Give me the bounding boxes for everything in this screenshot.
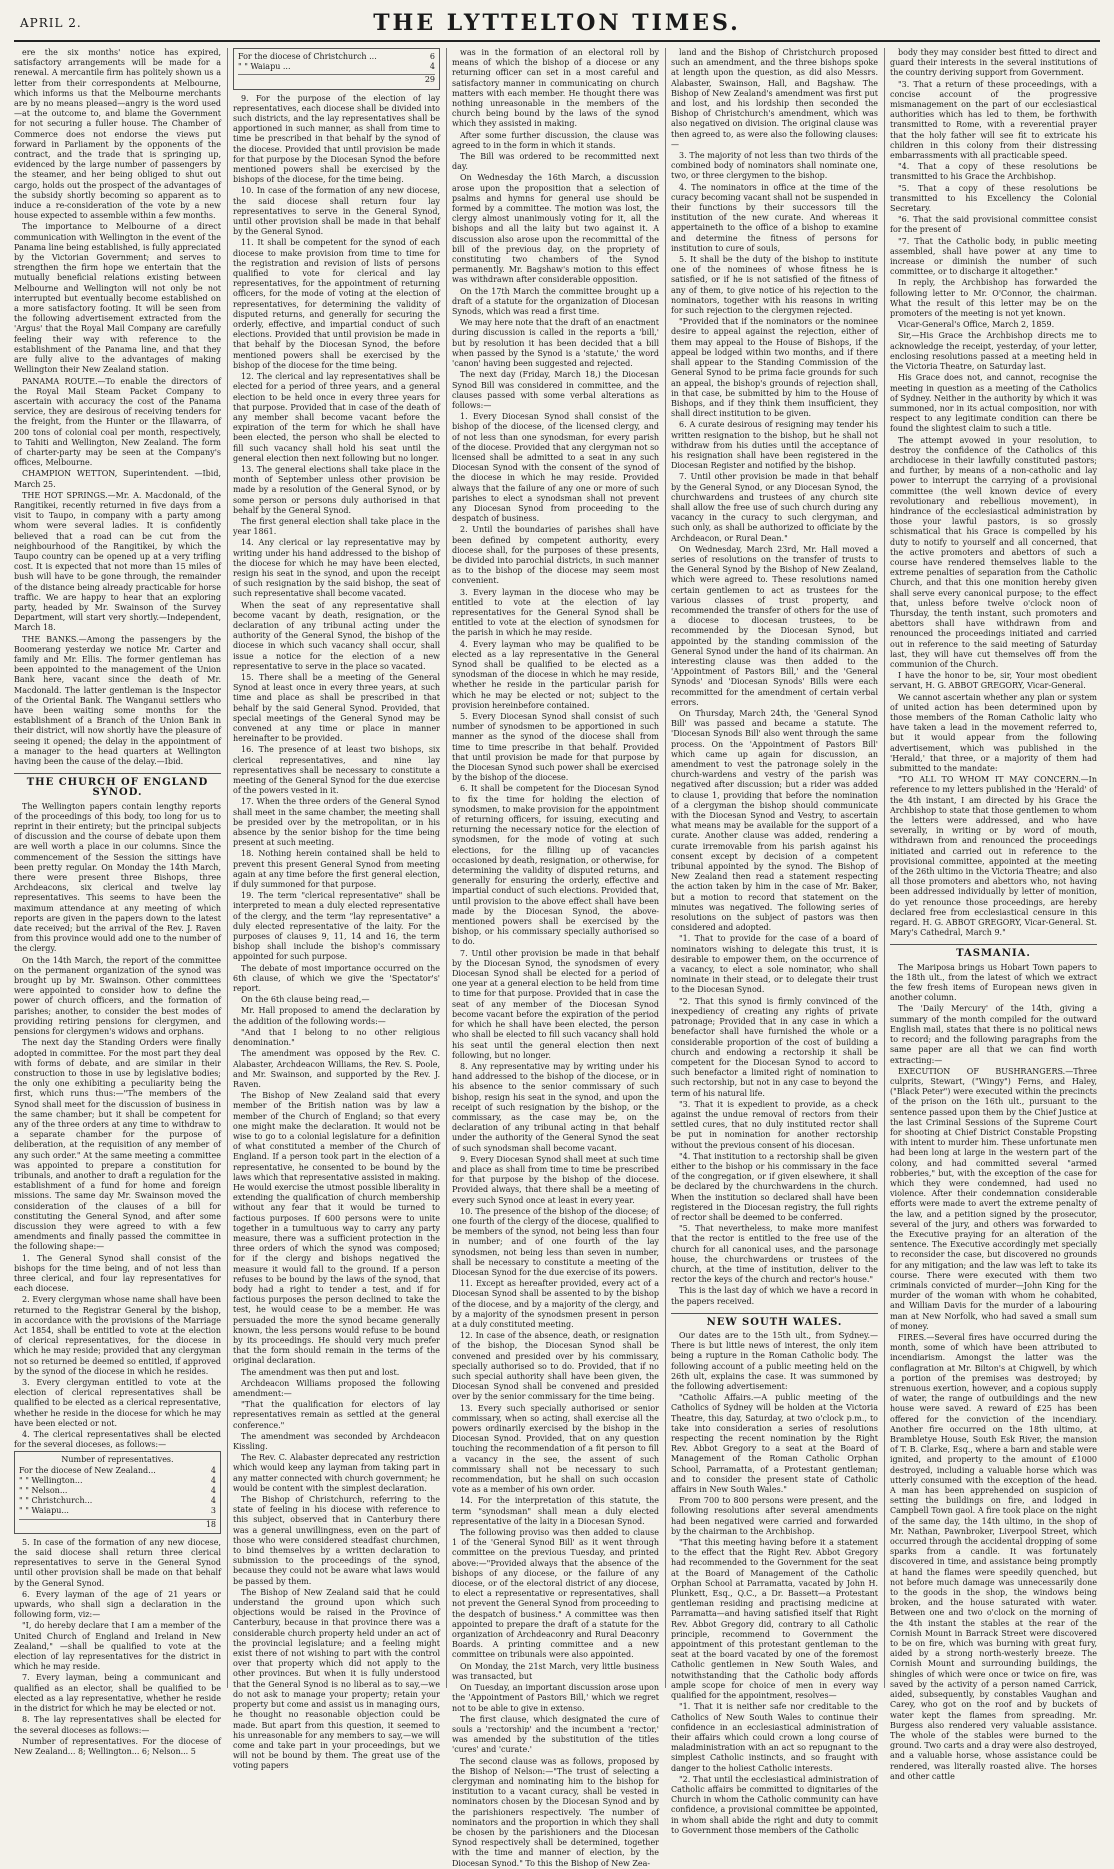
column-rule [665,48,666,1688]
article-paragraph: "That this meeting having before it a statement to the effect that the Right Rev. Abbot Gregory had recommended to the Government for the seat at the Board of Management of the Catholic Orphan School at Parramatta, vacated by John H. Plunkett, Esq., Q.C., a Dr. Bassett—a Protestant gentleman residing and practising medicine at Parramatta—and having satisfied itself that Right Rev. Abbot Gregory did, contrary to all Catholic principle, recommend to Government the appointment of this protestant gentleman to the seat at the board vacated by one of the foremost Catholic gentlemen in New South Wales, and notwithstanding that the Catholic body affords ample scope for choice of men in every way qualified for the appointment, resolves— [671,1538,878,1701]
article-paragraph: "Provided that if the nominators or the nominee desire to appeal against the rejection, either of them may appeal to the House of Bishops, if the appeal be lodged within two months, and if there shall appear to the Standing Commission of the General Synod to be prima facie grounds for such an appeal, the bishop's grounds of rejection shall, in that case, be submitted by him to the House of Bishops, and if they think them insufficient, they shall direct institution to be given. [671,317,878,419]
article-paragraph: 8. The lay representatives shall be elected for the several dioceses as follows:— [14,1715,221,1735]
article-paragraph: 5. It shall be the duty of the bishop to institute one of the nominees of whose fitness he is satisfied, or if he is not satisfied of the fitness of any of them, to give notice of his rejection to the nominators, together with his reasons in writing for such rejection to the clergymen rejected. [671,255,878,316]
diocese-name: " " Waiapu ... [238,62,291,72]
column-rule [884,48,885,1688]
article-paragraph: The Bill was ordered to be recommitted next day. [452,152,659,172]
article-paragraph: 14. For the interpretation of this statute, the term "synodsman" shall mean a duly elected representative of the laity in a Diocesan Synod. [452,1496,659,1526]
article-paragraph: "7. That the Catholic body, in public meeting assembled, shall have power at any time to increase or diminish the number of such committee, or to discharge it altogether." [890,236,1097,277]
article-paragraph: We may here note that the draft of an enactment during discussion is called in the reports a 'bill,' but by resolution it has been decided that a bill when passed by the Synod is a 'statute,' the word 'canon' having been suggested and rejected. [452,318,659,369]
article-paragraph: On the 6th clause being read,— [241,995,370,1005]
article-paragraph: 1. Every Diocesan Synod shall consist of the bishop of the diocese, of the licensed clergy, and of not less than one synodsman, for every parish of the diocese. Provided that any clergyman not so licensed shall be admitted to a seat in any such Diocesan Synod with the consent of the synod of the diocese in which he may reside. Provided always that the failure of any one or more of such parishes to elect a synodsman shall not prevent any Diocesan Synod from proceeding to the despatch of business. [452,412,659,524]
table-total: 18 [19,1519,216,1530]
table-caption: Number of representatives. [61,1455,174,1465]
column-1 [14,48,222,1756]
article-paragraph: The debate of most importance occurred on the 6th clause, of which we give the 'Spectator's' report. [233,963,440,994]
article-paragraph: "1. That it is neither safe nor creditable to the Catholics of New South Wales to continue their confidence in an ecclesiastical administration of their affairs which could crown a long course of maladministration with an act so repugnant to the simplest Catholic instincts, and so fraught with danger to the holiest Catholic interests. [671,1702,878,1773]
article-paragraph: Mr. Hall proposed to amend the declaration by the addition of the following words:— [233,1006,440,1026]
article-paragraph: On Monday, the 21st March, very little business was transacted, but [452,1661,659,1681]
article-paragraph: 13. The general elections shall take place in the month of September unless other provision be made by a resolution of the General Synod, or by some person or persons duly authorised in that behalf by the General Synod. [233,464,440,515]
article-paragraph: body they may consider best fitted to direct and guard their interests in the several institutions of the country deriving support from Government. [890,48,1097,78]
representative-count: 4 [210,1465,216,1475]
article-paragraph: On Wednesday the 16th March, a discussion arose upon the proposition that a selection of psalms and hymns for general use should be formed by a committee. The motion was lost, the clergy almost unanimously voting for it, all the bishops and all the laity but two against it. A discussion also arose upon the recommittal of the bill of the previous day, on the propriety of constituting two chambers of the Synod permanently. Mr. Bagshaw's motion to this effect was withdrawn after considerable opposition. [452,173,659,285]
article-paragraph: 15. There shall be a meeting of the General Synod at least once in every three years, at such time and place as shall be prescribed in that behalf by the said General Synod. Provided, that special meetings of the General Synod may be convened at any time or place in manner hereinafter to be provided. [233,672,440,744]
table-row [238,52,435,62]
article-paragraph: ere the six months' notice has expired, satisfactory arrangements will be made for a renewal. A mercantile firm has politely shown us a letter from their correspondents at Melbourne, which informs us that the Melbourne merchants are by no means pleased—angry is the word used—at the outcome to, and blame the Government for not securing a fuller house. The Chamber of Commerce does not endorse the views put forward in Parliament by the opponents of the contract, and the trade that is springing up, evidenced by the large number of passengers by the steamer, and her being obliged to shut out cargo, holds out the prospect of the advantages of the subsidy shortly becoming so apparent as to induce a re-consideration of the vote by a new house expected to assemble within a few months. [14,48,221,221]
column-5 [890,48,1097,1781]
article-paragraph: "Catholic Affairs.—A public meeting of the Catholics of Sydney will be holden at the Victoria Theatre, this day, Saturday, at two o'clock p.m., to take into consideration a series of resolutions respecting the recent nomination by the Right Rev. Abbot Gregory to a seat at the Board of Management of the Roman Catholic Orphan School, Parramatta, of a Protestant gentleman; and to consider the present state of Catholic affairs in New South Wales." [671,1393,878,1495]
article-paragraph: 8. Any representative may by writing under his hand addressed to the bishop of the diocese, or in his absence to the senior commissary of such bishop, resign his seat in the synod, and upon the receipt of such resignation by the bishop, or the commissary, as the case may be, on the declaration of any tribunal acting in that behalf under the authority of the General Synod the seat of such synodsman shall become vacant. [452,1061,659,1153]
article-paragraph: 5. In case of the formation of any new diocese, the said diocese shall return three clerical representatives to serve in the General Synod until other provision shall be made on that behalf by the General Synod. [14,1537,221,1588]
article-paragraph: The amendment was opposed by the Rev. C. Alabaster, Archdeacon Williams, the Rev. S. Poole, and Mr. Swainson, and supported by the Rev. J. Raven. [233,1049,440,1089]
article-paragraph: We cannot ascertain whether any plan or system of united action has been determined upon by those members of the Roman Catholic laity who have taken a lead in the movement referred to, but it would appear from the following advertisement, which was published in the 'Herald,' that three, or a majority of them had submitted to the mandate: [890,692,1097,774]
article-paragraph: 3. Every layman in the diocese who may be entitled to vote at the election of lay representatives for the General Synod shall be entitled to vote at the election of synodsmen for the parish in which he may reside. [452,587,659,638]
article-paragraph: "2. That this synod is firmly convinced of the inexpediency of creating any rights of private patronage; Provided that in any case in which a benefactor shall have furnished the whole or a considerable proportion of the cost of building a church and endowing a rectorship it shall be competent for the Diocesan Synod to accord to such benefactor a limited right of nomination to such rectorship, but not in any case to beyond the term of his natural life. [671,996,878,1098]
article-paragraph: 7. Until other provision be made in that behalf by the General Synod, or any Diocesan Synod, the churchwardens and trustees of any church site shall allow the free use of such church during any vacancy in the curacy to such clergyman, and such only, as shall be authorized to officiate by the Archdeacon, or Rural Dean." [671,472,878,543]
article-paragraph: On Tuesday, an important discussion arose upon the 'Appointment of Pastors Bill,' which we regret not to be able to give in extenso. [452,1683,659,1713]
article-paragraph: This is the last day of which we have a record in the papers received. [671,1286,878,1306]
article-paragraph: 6. A curate desirous of resigning may tender his written resignation to the bishop, but he shall not withdraw from his duties until the acceptance of his resignation shall have been registered in the Diocesan Register and notified by the bishop. [671,420,878,471]
article-paragraph: 11. Except as hereafter provided, every act of a Diocesan Synod shall be assented to by the bishop of the diocese, and by a majority of the clergy, and by a majority of the synodsmen present in person at a duly constituted meeting. [452,1279,659,1329]
article-paragraph: PANAMA ROUTE.—To enable the directors of the Royal Mail Steam Packet Company to ascertain with accuracy the cost of the Panama service, they are desirous of receiving tenders for the freight, from the Hunter or the Illawarra, of 200 tons of colonial coal per month, respectively, to Tahiti and Wellington, New Zealand. The form of charter-party may be seen at the Company's offices, Melbourne. [14,376,221,468]
article-paragraph: The Rev. C. Alabaster deprecated any restriction which would keep any layman from taking part in any matter connected with church government; he would be content with the simplest declaration. [233,1453,440,1493]
article-paragraph: 4. The clerical representatives shall be elected for the several dioceses, as follows:— [14,1430,221,1450]
article-paragraph: The following proviso was then added to clause 1 of the 'General Synod Bill' as it went through committee on the previous Tuesday, and printed above:—"Provided always that the absence of the bishops of any diocese, or the failure of any diocese, or of the electoral district of any diocese, to elect a representative or representatives, shall not prevent the General Synod from proceeding to the despatch of business." A committee was then appointed to prepare the draft of a statute for the organization of Archdeaconry and Rural Deaconry Boards. A printing committee and a new committee on tribunals were also appointed. [452,1528,659,1660]
article-paragraph: EXECUTION OF BUSHRANGERS.—Three culprits, Stewart, ("Wingy") Ferns, and Haley, ("Black Peter") were executed within the precincts of the prison on the 16th ult., pursuant to the sentence passed upon them by the Chief Justice at the last Criminal Sessions of the Supreme Court for shooting at Chief District Constable Propsting with intent to murder him. These unfortunate men had been long at large in the western part of the colony, and had committed several "armed robberies," but, with the exception of the case for which they were condemned, had used no violence. After their condemnation considerable efforts were made to avert the extreme penalty of the law, and a petition signed by the prosecutor, several of the jury, and others was forwarded to the Executive praying for an alteration of the sentence. The Executive accordingly met specially to reconsider the case, but discovered no grounds for any mitigation; and the law was left to take its course. There were executed with them two criminals convicted of murder—John King for the murder of the woman with whom he cohabited, and William Davis for the murder of a labouring man at New Norfolk, who had saved a small sum of money. [890,1066,1097,1331]
column-2 [233,48,440,1771]
representative-count: 4 [210,1496,216,1506]
article-paragraph: "5. That a copy of these resolutions be transmitted to his Excellency the Colonial Secretary. [890,183,1097,214]
article-paragraph: The amendment was then put and lost. [241,1367,400,1377]
article-paragraph: "I, do hereby declare that I am a member of the United Church of England and Ireland in New Zealand," —shall be qualified to vote at the election of lay representatives for the district in which he may reside. [14,1621,221,1672]
article-paragraph: "4. That a copy of these resolutions be transmitted to his Grace the Archbishop. [890,162,1097,182]
article-paragraph: The Bishop of Christchurch, referring to the state of feeling in his diocese with reference to this subject, observed that in Canterbury there was a general unwillingness, even on the part of those who were considered steadfast churchmen, to bind themselves by a written declaration to submission to the proceedings of the synod, because they could not be aware what laws would be passed by them. [233,1495,440,1586]
article-paragraph: "1. That to provide for the case of a board of nominators wishing to delegate this trust, it is desirable to empower them, on the occurrence of a vacancy, to elect a sole nominator, who shall nominate in their stead, or to delegate their trust to the Diocesan Synod. [671,934,878,995]
article-paragraph: land and the Bishop of Christchurch proposed such an amendment, and the three bishops spoke at length upon the question, as did also Messrs. Alabaster, Swainson, Hall, and Bagshaw. The Bishop of New Zealand's amendment was first put and lost, and his lordship then seconded the Bishop of Christchurch's amendment, which was also negatived on division. The original clause was then agreed to, as were also the following clauses:— [671,48,878,149]
table-total: 29 [238,74,435,85]
article-paragraph: 9. Every Diocesan Synod shall meet at such time and place as shall from time to time be prescribed for that purpose by the bishop of the diocese. Provided always, that there shall be a meeting of every such Synod once at least in every year. [452,1154,659,1205]
article-paragraph: The second clause was as follows, proposed by the Bishop of Nelson:—"The trust of selecting a clergyman and nominating him to the bishop for institution to a vacant curacy, shall be vested in nominators chosen by the Diocesan Synod and by the parishioners respectively. The number of nominators and the proportion in which they shall be chosen by the parishioners and the Diocesan Synod respectively shall be determined, together with the time and manner of election, by the Diocesan Synod." To this the Bishop of New Zea- [452,1756,659,1868]
table-row [19,1496,216,1506]
article-paragraph: "And that I belong to no other religious denomination." [233,1027,440,1048]
article-paragraph: CHAMPION WETTON, Superintendent. —Ibid, March 25. [14,469,221,489]
article-paragraph: Archdeacon Williams proposed the following amendment:— [233,1378,440,1398]
article-paragraph: The Mariposa brings us Hobart Town papers to the 18th ult., from the latest of which we extract the few fresh items of European news given in another column. [890,962,1097,1003]
table-row [19,1506,216,1516]
article-paragraph: The next day the Standing Orders were finally adopted in committee. For the most part they deal with forms of debate, and are similar in their construction to those in use by legislative bodies; the only one exhibiting a peculiarity being the first, which runs thus:—"The members of the Synod shall meet for the discussion of business in the same chamber; but it shall be competent for any of the three orders at any time to withdraw to a separate chamber for the purpose of deliberation, at the requisition of any member of any such order." At the same meeting a committee was appointed to prepare a constitution for tribunals, and another to draft a regulation for the establishment of a fund for home and foreign missions. The same day Mr. Swainson moved the consideration of the clauses of a bill for constituting the General Synod, and after some discussion they were agreed to with a few amendments and finally passed the committee in the following shape:— [14,1038,221,1252]
article-paragraph: 11. It shall be competent for the synod of each diocese to make provision from time to time for the registration and revision of lists of persons qualified to vote for clerical and lay representatives, for the appointment of returning officers, for the mode of voting at the election of representatives, for determining the validity of disputed returns, and generally for securing the orderly, effective, and impartial conduct of such elections. Provided that until provision be made in that behalf by the Diocesan Synod, the before mentioned powers shall be exercised by the bishop of the diocese for the time being. [233,238,440,370]
article-paragraph: 3. The majority of not less than two thirds of the combined body of nominators shall nominate one, two, or three clergymen to the bishop. [671,151,878,181]
article-paragraph: 4. The nominators in office at the time of the curacy becoming vacant shall not be suspended in their functions by their successors till the institution of the new curate. And whereas it appertaineth to the office of a bishop to examine and determine the fitness of persons for institution to cure of souls, [671,182,878,253]
article-paragraph: THE HOT SPRINGS.—Mr. A. Macdonald, of the Rangitikei, recently returned in five days from a visit to Taupo, in company with a party among whom were several ladies. It is confidently believed that a road can be cut from the neighbourhood of the Rangitikei, by which the Taupo country can be opened up at a very trifling cost. It is expected that not more than 15 miles of bush will have to be gone through, the remainder of the distance being already practicable for horse traffic. We are happy to hear that an exploring party, headed by Mr. Swainson of the Survey Department, will start very shortly.—Independent, March 18. [14,490,221,633]
article-paragraph: Sir,—His Grace the Archbishop directs me to acknowledge the receipt, yesterday, of your letter, enclosing resolutions passed at a meeting held in the Victoria Theatre, on Saturday last. [890,331,1097,372]
article-paragraph: On the 17th March the committee brought up a draft of a statute for the organization of Diocesan Synods, which was read a first time. [452,286,659,317]
section-heading: THE CHURCH OF ENGLAND SYNOD. [14,773,221,798]
diocese-name: " " Wellington... [19,1475,83,1485]
representative-count: 4 [210,1475,216,1485]
representatives-table [233,48,440,90]
diocese-name: For the diocese of Christchurch ... [238,52,377,61]
newspaper-title: THE LYTTELTON TIMES. [373,10,741,36]
article-paragraph: 19. The term "clerical representative" shall be interpreted to mean a duly elected representative of the clergy, and the term "lay representative" a duly elected representative of the laity. For the purposes of clauses 9, 11, 14 and 16, the term bishop shall include the bishop's commissary appointed for such purpose. [233,891,440,962]
article-paragraph: The Bishop of New Zealand said that he could understand the ground upon which such objections would be raised in the Province of Canterbury, because in that province there was a considerable church property held under an act of the provincial legislature; and a feeling might exist there of not wishing to part with the control over that property which did not apply to the other provinces. But when it is fully understood that the General Synod is no liberal as to say,—we do not ask to manage your property; retain your property but come and assist us in managing ours, he thought no reasonable objection could be made. But apart from this question, it seemed to his unreasonable for any members to say,—we will come and take part in your proceedings, but we will not be bound by them. The great use of the voting papers [233,1587,440,1771]
article-paragraph: 6. It shall be competent for the Diocesan Synod to fix the time for holding the election of synodsmen, to make provision for the appointment of returning officers, for issuing, executing and returning the necessary notice for the election of synodsmen, for the mode of voting at such elections, for the filling up of vacancies occasioned by death, resignation, or otherwise, for determining the validity of disputed returns, and generally for ensuring the orderly, effective and impartial conduct of such elections. Provided that, until provision to the above effect shall have been made by the Diocesan Synod, the above-mentioned powers shall be exercised by the bishop, or his commissary specially authorised so to do. [452,784,659,947]
column-rule [227,48,228,1688]
diocese-name: " " Christchurch... [19,1496,93,1506]
article-paragraph: The next day (Friday, March 18,) the Diocesan Synod Bill was considered in committee, and the clauses passed with some verbal alterations as follows:— [452,370,659,410]
diocese-name: " " Waiapu... [19,1506,69,1516]
article-paragraph: The amendment was seconded by Archdeacon Kissling. [233,1431,440,1452]
representative-count: 4 [210,1486,216,1496]
table-row [19,1486,216,1496]
diocese-name: For the diocese of New Zealand... [19,1465,156,1475]
article-paragraph: 4. Every layman who may be qualified to be elected as a lay representative in the General Synod shall be qualified to be elected as a synodsman of the diocese in which he may reside, whether he reside in the particular parish for which he may be elected or not; subject to the provision hereinbefore contained. [452,639,659,710]
article-paragraph: 17. When the three orders of the General Synod shall meet in the same chamber, the meeting shall be presided over by the metropolitan, or in his absence by the senior bishop for the time being present at such meeting. [233,797,440,848]
article-paragraph: The Wellington papers contain lengthy reports of the proceedings of this body, too long for us to reprint in their entirety; but the principal subjects of discussion and the course of debate upon them are well worth a place in our columns. Since the commencement of the Session the sittings have been pretty regular. On Monday the 14th March, there were present three Bishops, three Archdeacons, six clerical and twelve lay representatives. This seems to have been the maximum attendance at any meeting of which reports are given in the papers down to the latest date received; but the arrival of the Rev. J. Raven from this province would add one to the number of the clergy. [14,801,222,954]
article-paragraph: The Bishop of New Zealand said that every member of the British nation was by law a member of the Church of England; so that every one might make the declaration. It would not be wise to go to a colonial legislature for a definition of what constituted a member of the Church of England. If a person took part in the election of a representative, he consented to be bound by the laws which that representative assisted in making. He would exercise the utmost possible liberality in extending the qualification of church membership without any fear that it would be turned to factious purposes. If 600 persons were to unite together in a tumultuous way to carry any party measure, there was a sufficient protection in the three orders of which the synod was composed; for if the clergy and bishops negatived the measure it would fall to the ground. If a person refuses to be bound by the laws of the synod, that body had a right to tender a test, and if for factious purposes the person declined to take the test, he would cease to be a member. He was persuaded the more the synod became generally known, the less persons would refuse to be bound by its proceedings. He should very much prefer that the form should remain in the terms of the original declaration. [233,1091,440,1366]
representative-count: 6 [429,52,435,61]
article-paragraph: 14. Any clerical or lay representative may by writing under his hand addressed to the bishop of the diocese for which he may have been elected, resign his seat in the synod, and upon the receipt of such resignation by the said bishop, the seat of such representative shall become vacated. [233,538,440,599]
article-paragraph: When the seat of any representative shall become vacant by death, resignation, or the declaration of any tribunal acting under the authority of the General Synod, the bishop of the diocese in which such vacancy shall occur, shall issue a notice for the election of a new representative to serve in the place so vacated. [233,600,440,671]
article-paragraph: 12. The clerical and lay representatives shall be elected for a period of three years, and a general election to be held once in every three years for that purpose. Provided that in case of the death of any member shall become vacant before the expiration of the term for which he shall have been elected, the person who shall be elected to fill such vacancy shall hold his seat until the general election then next following but no longer. [233,372,440,463]
article-paragraph: Our dates are to the 15th ult., from Sydney.—There is but little news of interest, the only item being a rupture in the Roman Catholic body. The following account of a public meeting held on the 26th ult, explains the case. It was summoned by the following advertisement: [671,1330,878,1391]
representative-count: 4 [429,62,435,72]
article-paragraph: Number of representatives. For the diocese of New Zealand... 8; Wellington... 6; Nelson... 5 [14,1736,221,1756]
table-row [19,1466,216,1476]
article-paragraph: 5. Every Diocesan Synod shall consist of such number of synodsmen to be apportioned in such manner as the synod of the diocese shall from time to time prescribe in that behalf. Provided that until provision be made for that purpose by the Diocesan Synod such power shall be exercised by the bishop of the diocese. [452,712,659,783]
issue-date: APRIL 2. [20,16,82,30]
article-paragraph: The first general election shall take place in the year 1861. [233,516,440,537]
article-paragraph: Vicar-General's Office, March 2, 1859. [898,320,1055,330]
column-rule [446,48,447,1688]
article-paragraph: 12. In case of the absence, death, or resignation of the bishop, the Diocesan Synod shall be convened and presided over by his commissary, specially authorised so to do. Provided, that if no such special authority shall have been given, the Diocesan Synod shall be convened and presided over by the senior commissary for the time being. [452,1331,659,1402]
article-paragraph: 7. Every layman, being a communicant and qualified as an elector, shall be qualified to be elected as a lay representative, whether he reside in the district for which he may be elected or not. [14,1673,221,1714]
article-paragraph: 1. The General Synod shall consist of the bishops for the time being, and of not less than three clerical, and four lay representatives for each diocese. [14,1253,221,1294]
article-paragraph: I have the honor to be, sir, Your most obedient servant, H. G. ABBOT GREGORY, Vicar-General. [890,671,1097,691]
masthead [14,6,1100,42]
article-paragraph: The 'Daily Mercury' of the 14th, giving a summary of the month compiled for the outward English mail, states that there is no political news to record; and the following paragraphs from the same paper are all that we can find worth extracting:— [890,1004,1097,1065]
article-paragraph: In reply, the Archbishop has forwarded the following letter to Mr. O'Connor, the chairman. What the result of this letter may be on the promoters of the meeting is not yet known. [890,278,1097,319]
article-paragraph: 9. For the purpose of the election of lay representatives, each diocese shall be divided into such districts, and the lay representatives shall be apportioned in such manner, as shall from time to time be prescribed in that behalf by the synod of the diocese. Provided that until provision be made for that purpose by the Diocesan Synod the before mentioned powers shall be exercised by the bishops of the diocese, for the time being. [233,93,440,185]
representative-count: 3 [210,1506,216,1516]
article-paragraph: 7. Until other provision be made in that behalf by the Diocesan Synod, the synodsmen of every Diocesan Synod shall be elected for a period of one year at a general election to be held from time to time for that purpose. Provided that in case the seat of any member of the Diocesan Synod become vacant before the expiration of the period for which he shall have been elected, the person who shall be elected to fill such vacancy shall hold his seat until the general election then next following, but no longer. [452,948,659,1060]
article-paragraph: The attempt avowed in your resolution, to destroy the confidence of the Catholics of this archdiocese in their lawfully constituted pastors; and further, by means of a non-catholic and lay power to interrupt the carrying of a provisional committee (the well known device of every revolutionary and rebellious movement), in hindrance of the ecclesiastical administration by those your lawful pastors, is so grossly schismatical that his Grace is compelled by his duty to notify to yourself and all concerned, that the active promoters and abettors of such a course have rendered themselves liable to the extreme penalties of separation from the Catholic Church, and that this one monition hereby given shall serve every canonical purpose; to the effect that, unless before twelve o'clock noon of Thursday, the tenth instant, such promoters and abettors shall have withdrawn from and renounced the proceedings initiated and carried out in reference to the said meeting of Saturday last, they will have cut themselves off from the communion of the Church. [890,435,1097,669]
article-paragraph: 18. Nothing herein contained shall be held to prevent this present General Synod from meeting again at any time before the first general election, if duly summoned for that purpose. [233,849,440,890]
article-paragraph: THE BANKS.—Among the passengers by the Boomerang yesterday we notice Mr. Carter and family and Mr. Ellis. The former gentleman has been appointed to the management of the Union Bank here, vacant since the death of Mr. Macdonald. The latter gentleman is the Inspector of the Oriental Bank. The Wanganui settlers who have been waiting some months for the establishment of a Branch of the Union Bank in their district, will now shortly have the pleasure of seeing it opened; the delay in the appointment of a manager to the head quarters at Wellington having been the cause of the delay.—Ibid. [14,634,221,767]
article-paragraph: 6. Every layman of the age of 21 years or upwards, who shall sign a declaration in the following form, viz:— [14,1589,221,1620]
article-paragraph: 13. Every such specially authorised or senior commissary, when so acting, shall exercise all the powers ordinarily exercised by the bishop in the Diocesan Synod. Provided, that on any question touching the recommendation of a fit person to fill a vacancy in the see, the assent of such commissary shall not be necessary to such recommendation, but he shall on such occasion vote as a member of his own order. [452,1403,659,1495]
article-paragraph: FIRES.—Several fires have occurred during the month, some of which have been attributed to incendiarism. Amongst the latter was the conflagration at Mr. Bilton's at Chigwell, by which a portion of the premises was destroyed; by strenuous exertion, however, and a copious supply of water, the range of outbuildings and the new house were saved. A reward of £25 has been offered for the conviction of the incendiary. Another fire occurred on the 18th ultimo, at Brambletye House, South Esk River, the mansion of T. B. Clarke, Esq., where a barn and stable were ignited, and property to the amount of £1000 destroyed, including a valuable horse which was utterly consumed with the exception of the head. A man has been apprehended on suspicion of setting the buildings on fire, and lodged in Campbell Town gaol. A fire took place on the night of the same day, the 14th ultimo, in the shop of Mr. Nathan, Pawnbroker, Liverpool Street, which occurred through the accidental dropping of some sparks from a candle. It was fortunately discovered in time, and assistance being promptly at hand the flames were speedily quenched, but not before much damage was unnecessarily done to the goods in the shop, the windows being broken, and the house saturated with water. Between one and two o'clock on the morning of the 4th instant the stables at the rear of the Cornish Mount in Barrack Street were discovered to be on fire, which was burning with great fury, aided by a strong north-westerly breeze. The Cornish Mount and surrounding buildings, the shingles of which were once or twice on fire, was saved by the activity of a person named Carrick, aided, subsequently, by constables Vaughan and Carey, who got on the roof and by buckets of water kept the flames from spreading. Mr. Burgess also rendered very valuable assistance. The whole of the stables were burned to the ground. Two carts and a dray were also destroyed, and a valuable horse, whose assistance could be rendered, was literally roasted alive. The horses and other cattle [890,1332,1097,1781]
article-paragraph: His Grace does not, and cannot, recognise the meeting in question as a meeting of the Catholics of Sydney. Neither in the authority by which it was summoned, nor in its actual composition, nor with respect to any legitimate condition can there be found the slightest claim to such a title. [890,373,1097,434]
column-4 [671,48,878,1835]
representatives-table [14,1451,221,1533]
article-paragraph: 2. Until the boundaries of parishes shall have been defined by competent authority, every diocese shall, for the purposes of these presents, be divided into parochial districts, in such manner as to the bishop of the diocese may seem most convenient. [452,525,659,586]
article-paragraph: "2. That until the ecclesiastical administration of Catholic affairs be committed to dignitaries of the Church in whom the Catholic community can have confidence, a provisional committee be appointed, in whom shall abide the right and duty to commit to Government those members of the Catholic [671,1774,878,1835]
article-paragraph: "3. That it is expedient to provide, as a check against the undue removal of rectors from their settled cures, that no duly instituted rector shall be put in nomination for another rectorship without the previous consent of his diocesan. [671,1099,878,1150]
article-paragraph: The first clause, which designated the cure of souls a 'rectorship' and the incumbent a 'rector,' was amended by the substitution of the titles 'cures' and 'curate.' [452,1714,659,1755]
article-paragraph: "5. That nevertheless, to make more manifest that the rector is entitled to the free use of the church for all canonical uses, and the parsonage house, the churchwardens or trustees of the church, at the time of institution, deliver to the rector the keys of the church and rector's house." [671,1224,878,1285]
article-paragraph: 16. The presence of at least two bishops, six clerical representatives, and nine lay representatives shall be necessary to constitute a meeting of the General Synod for the due exercise of the powers vested in it. [233,745,440,796]
diocese-name: " " Nelson... [19,1486,68,1496]
article-paragraph: The importance to Melbourne of a direct communication with Wellington in the event of the Panama line being established, is fully appreciated by the Victorian Government; and serves to strengthen the firm hope we entertain that the mutually beneficial relations existing between Melbourne and Wellington will not only be not interrupted but eventually become established on a more satisfactory footing. It will be seen from the following advertisement extracted from the 'Argus' that the Royal Mail Company are carefully feeling their way with reference to the establishment of the Panama line, and that they are fully alive to the advantages of making Wellington their New Zealand station. [14,222,221,375]
article-columns [14,48,1100,1868]
article-paragraph: "6. That the said provisional committee consist for the present of [890,215,1097,235]
article-paragraph: 10. The presence of the bishop of the diocese; of one fourth of the clergy of the diocese, qualified to be members of the synod, not being less than four in number; and of one fourth of the lay synodsmen, not being less than seven in number, shall be necessary to constitute a meeting of the Diocesan Synod for the due exercise of its powers. [452,1206,659,1277]
table-row [238,62,435,72]
article-paragraph: "3. That a return of these proceedings, with a concise account of the progressive mismanagement on the part of our ecclesiastical authorities which has led to them, be forthwith transmitted to Rome, with a reverential prayer that the holy father will see fit to extricate his children in this colony from their distressing embarrassments with all practicable speed. [890,79,1097,161]
article-paragraph: After some further discussion, the clause was agreed to in the form in which it stands. [452,130,659,150]
article-paragraph: On Thursday, March 24th, the 'General Synod Bill' was passed and became a statute. The 'Diocesan Synods Bill' also went through the same process. On the 'Appointment of Pastors Bill' which came up again for discussion, an amendment to vest the patronage solely in the church-wardens and vestry of the parish was negatived after discussion; but a rider was added to clause 1, providing that before the nomination of a clergyman the bishop should communicate with the Diocesan Synod and Vestry, to ascertain what means may be available for the support of a curate. Another clause was added, rendering a curate irremovable from his parish against his consent except by decision of a competent tribunal appointed by the synod. The Bishop of New Zealand then read a statement respecting the action taken by him in the case of Mr. Baker, but a motion to record that statement on the minutes was negatived. The following series of resolutions on the subject of pastors was then considered and adopted. [671,709,878,933]
article-paragraph: 3. Every clergyman entitled to vote at the election of clerical representatives shall be qualified to be elected as a clerical representative, whether he reside in the diocese for which he may have been elected or not. [14,1378,221,1428]
article-paragraph: 10. In case of the formation of any new diocese, the said diocese shall return four lay representatives to serve in the General Synod, until other provision shall be made in that behalf by the General Synod. [233,186,440,237]
section-heading: TASMANIA. [890,944,1097,959]
article-paragraph: was in the formation of an electoral roll by means of which the bishop of a diocese or any returning officer can set in a most careful and satisfactory manner in communicating on church matters with each member. He thought there was nothing unreasonable in the members of the church being bound by the laws of the synod which they assisted in making. [452,48,659,129]
article-paragraph: "4. That institution to a rectorship shall be given either to the bishop or his commissary in the face of the congregation, or if given elsewhere, it shall be declared by the churchwardens in the church. When the institution so declared shall have been registered in the Diocesan registry, the full rights of rector shall be deemed to be conferred. [671,1151,878,1222]
column-3 [452,48,659,1868]
article-paragraph: "That the qualification for electors of lay representatives remain as settled at the general conference." [233,1400,440,1430]
article-paragraph: "TO ALL TO WHOM IT MAY CONCERN.—In reference to my letters published in the 'Herald' of the 4th instant, I am directed by his Grace the Archbishop to state that those gentlemen to whom the letters were addressed, and who have severally, in writing or by word of mouth, withdrawn from and renounced the proceedings initiated and carried out in reference to the provisional committee, appointed at the meeting of the 26th ultimo in the Victoria Theatre; and also all those promoters and abettors who, not having been addressed individually by letter of monition, do yet renounce those proceedings, are hereby declared free from ecclesiastical censure in this regard. H. G. ABBOT GREGORY, Vicar-General. St. Mary's Cathedral, March 9." [890,775,1097,938]
article-paragraph: From 700 to 800 persons were present, and the following resolutions after several amendments had been negatived were carried and forwarded by the chairman to the Archbishop. [671,1496,878,1536]
section-heading: NEW SOUTH WALES. [671,1313,878,1328]
article-paragraph: 2. Every clergyman whose name shall have been returned to the Registrar General by the bishop, in accordance with the provisions of the Marriage Act 1854, shall be entitled to vote at the election of clerical representatives, for the diocese in which he may reside; provided that any clergyman not so returned be deemed so entitled, if approved by the synod of the diocese in which he resides. [14,1295,221,1376]
article-paragraph: On the 14th March, the report of the committee on the permanent organization of the synod was brought up by Mr. Swainson. Other committees were appointed to consider how to define the power of church officers, and the formation of parishes; another, to consider the best modes of providing retiring pensions for clergymen, and pensions for clergymen's widows and orphans. [14,955,221,1037]
table-row [19,1476,216,1486]
article-paragraph: On Wednesday, March 23rd, Mr. Hall moved a series of resolutions on the transfer of trusts to the General Synod by the Bishop of New Zealand, which were agreed to. These resolutions named certain gentlemen to act as trustees for the various classes of trust property, and recommended the transfer of others for the use of a diocese to diocesan trustees, to be recommended by the Diocesan Synod, but appointed by the standing commission of the General Synod under the hand of its chairman. An interesting clause was then added to the 'Appointment of Pastors Bill,' and the 'General Synods' and 'Diocesan Synods' Bills were each recommitted for the amendment of certain verbal errors. [671,544,878,707]
